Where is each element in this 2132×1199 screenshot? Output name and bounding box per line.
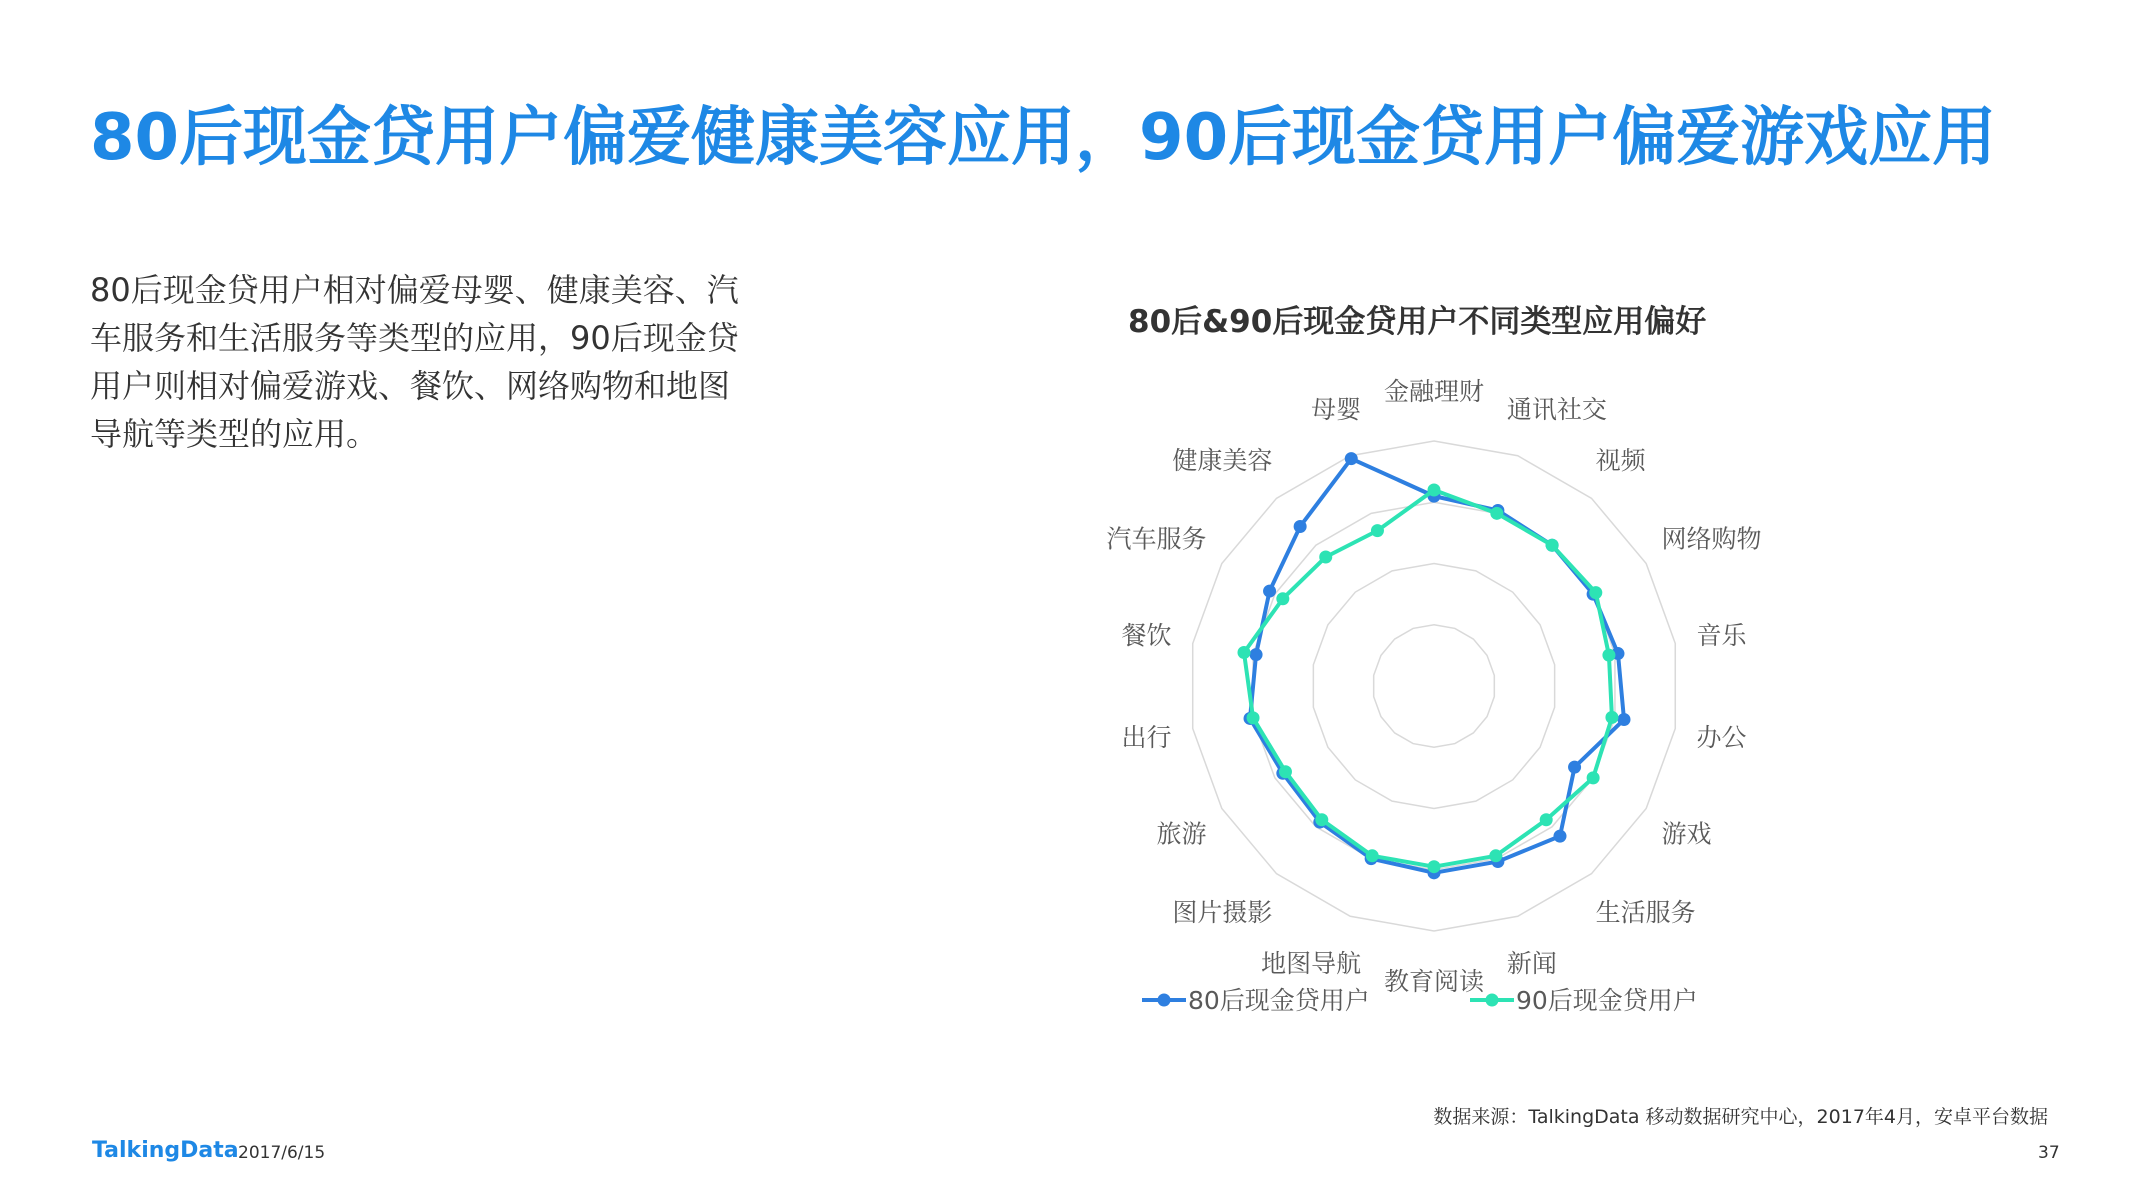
series-1-point [1345,452,1358,465]
radar-grid-ring [1193,441,1676,931]
series-1-point [1618,713,1631,726]
series-2-point [1237,646,1250,659]
radar-axis-labels [1107,377,1762,996]
radar-series [1237,452,1630,879]
data-source-note: 数据来源：TalkingData 移动数据研究中心，2017年4月，安卓平台数据 [1433,1106,2048,1128]
series-2-point [1315,813,1328,826]
series-1-point [1553,830,1566,843]
series-2-point [1371,524,1384,537]
radar-grid-ring [1374,625,1495,748]
series-2-point [1428,484,1441,497]
series-1-point [1263,585,1276,598]
chart-title: 80后&90后现金贷用户不同类型应用偏好 [1128,304,1707,340]
series-1-point [1294,520,1307,533]
series-1-point [1250,648,1263,661]
series-2-point [1276,592,1289,605]
axis-label: 游戏 [1661,819,1712,849]
series-1-point [1568,761,1581,774]
report-date: 2017/6/15 [238,1143,326,1163]
axis-label: 音乐 [1696,620,1747,650]
radar-grid-ring [1313,564,1554,809]
summary-text: 80后现金贷用户相对偏爱母婴、健康美容、汽车服务和生活服务等类型的应用，90后现金贷用户则相对偏爱游戏、餐饮、网络购物和地图导航等类型的应用。 [90,271,739,453]
series-2-point [1319,550,1332,563]
page-title: 80后现金贷用户偏爱健康美容应用，90后现金贷用户偏爱游戏应用 [90,101,1997,175]
axis-label: 网络购物 [1661,524,1762,554]
axis-label: 餐饮 [1121,620,1172,650]
series-2-point [1279,765,1292,778]
legend-swatch-dot [1486,994,1499,1007]
axis-label: 出行 [1121,723,1172,753]
talkingdata-logo: TalkingData [92,1138,239,1163]
series-2-point [1247,711,1260,724]
series-2-point [1546,539,1559,552]
series-2-point [1540,813,1553,826]
axis-label: 健康美容 [1172,446,1273,476]
axis-label: 旅游 [1156,819,1207,849]
axis-label: 地图导航 [1261,949,1362,979]
series-2-point [1602,649,1615,662]
page-number: 37 [2038,1143,2060,1163]
axis-label: 汽车服务 [1106,524,1207,554]
series-2-point [1589,586,1602,599]
series-2-point [1366,849,1379,862]
series-2-point [1605,711,1618,724]
legend-swatch-dot [1158,994,1171,1007]
series-2-point [1490,507,1503,520]
series-2-point [1587,771,1600,784]
axis-label: 视频 [1595,446,1646,476]
series-2-point [1428,860,1441,873]
axis-label: 通讯社交 [1506,394,1607,424]
axis-label: 教育阅读 [1383,967,1485,996]
series-line-1 [1250,459,1624,873]
legend-label-1: 80后现金贷用户 [1188,986,1370,1015]
axis-label: 新闻 [1506,949,1557,979]
axis-label: 办公 [1696,723,1747,753]
axis-label: 生活服务 [1595,897,1696,927]
axis-label: 金融理财 [1383,377,1485,406]
series-2-point [1489,849,1502,862]
axis-label: 母婴 [1311,394,1362,424]
radar-grid [1193,441,1676,931]
legend-label-2: 90后现金贷用户 [1516,986,1698,1015]
axis-label: 图片摄影 [1172,897,1273,927]
